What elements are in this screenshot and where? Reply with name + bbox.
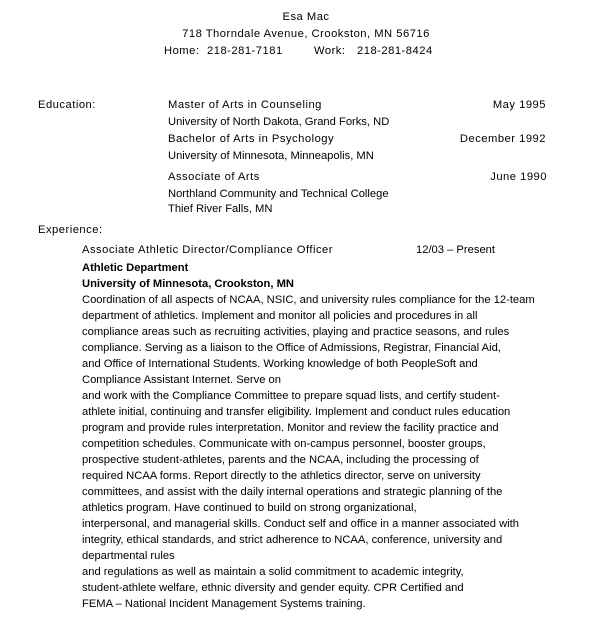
- description-line: department of athletics. Implement and monitor all policies and procedures in all: [82, 310, 478, 322]
- school-name: University of Minnesota, Minneapolis, MN: [168, 150, 374, 162]
- description-line: and Office of International Students. Working knowledge of both PeopleSoft and: [82, 358, 478, 370]
- description-line: committees, and assist with the daily internal operations and strategic planning of the: [82, 486, 503, 498]
- job-title: Associate Athletic Director/Compliance Officer: [82, 244, 333, 256]
- description-line: and work with the Compliance Committee to prepare squad lists, and certify student-: [82, 390, 500, 402]
- description-line: student-athlete welfare, ethnic diversity and gender equity. CPR Certified and: [82, 582, 464, 594]
- description-line: athlete initial, continuing and transfer eligibility. Implement and conduct rules education: [82, 406, 511, 418]
- job-dates: 12/03 – Present: [416, 244, 495, 256]
- description-line: competition schedules. Communicate with on-campus personnel, booster groups,: [82, 438, 486, 450]
- degree-date: December 1992: [459, 133, 546, 145]
- candidate-name: Esa Mac: [282, 11, 330, 23]
- description-line: prospective student-athletes, parents and the NCAA, including the processing of: [82, 454, 479, 466]
- description-line: Coordination of all aspects of NCAA, NSIC, and university rules compliance for the 12-team: [82, 294, 535, 306]
- candidate-address: 718 Thorndale Avenue, Crookston, MN 56716: [182, 28, 430, 40]
- work-label: Work:: [314, 45, 346, 57]
- description-line: athletics program. Have continued to build on strong organizational,: [82, 502, 417, 514]
- description-line: departmental rules: [82, 550, 175, 562]
- experience-heading: Experience:: [38, 224, 103, 236]
- description-line: compliance areas such as recruiting activities, playing and practice seasons, and rules: [82, 326, 510, 338]
- description-line: Compliance Assistant Internet. Serve on: [82, 374, 281, 386]
- degree-title: Bachelor of Arts in Psychology: [168, 133, 335, 145]
- description-line: program and provide rules interpretation. Monitor and review the facility practice and: [82, 422, 499, 434]
- school-name: Northland Community and Technical College: [168, 188, 389, 200]
- description-line: required NCAA forms. Report directly to the athletics director, serve on university: [82, 470, 481, 482]
- job-department: Athletic Department: [82, 262, 189, 274]
- degree-date: May 1995: [492, 99, 546, 111]
- description-line: FEMA – National Incident Management Systems training.: [82, 598, 366, 610]
- degree-title: Associate of Arts: [168, 171, 260, 183]
- degree-date: June 1990: [490, 171, 547, 183]
- school-location: Thief River Falls, MN: [168, 203, 273, 215]
- work-phone: 218-281-8424: [357, 45, 433, 57]
- home-label: Home:: [164, 45, 200, 57]
- description-line: compliance. Serving as a liaison to the Office of Admissions, Registrar, Financial Aid,: [82, 342, 501, 354]
- description-line: and regulations as well as maintain a solid commitment to academic integrity,: [82, 566, 464, 578]
- education-heading: Education:: [38, 99, 96, 111]
- description-line: integrity, ethical standards, and strict adherence to NCAA, conference, university and: [82, 534, 503, 546]
- school-name: University of North Dakota, Grand Forks, ND: [168, 116, 390, 128]
- description-line: interpersonal, and managerial skills. Conduct self and office in a manner associated with: [82, 518, 519, 530]
- degree-title: Master of Arts in Counseling: [168, 99, 322, 111]
- home-phone: 218-281-7181: [207, 45, 283, 57]
- job-employer: University of Minnesota, Crookston, MN: [82, 278, 294, 290]
